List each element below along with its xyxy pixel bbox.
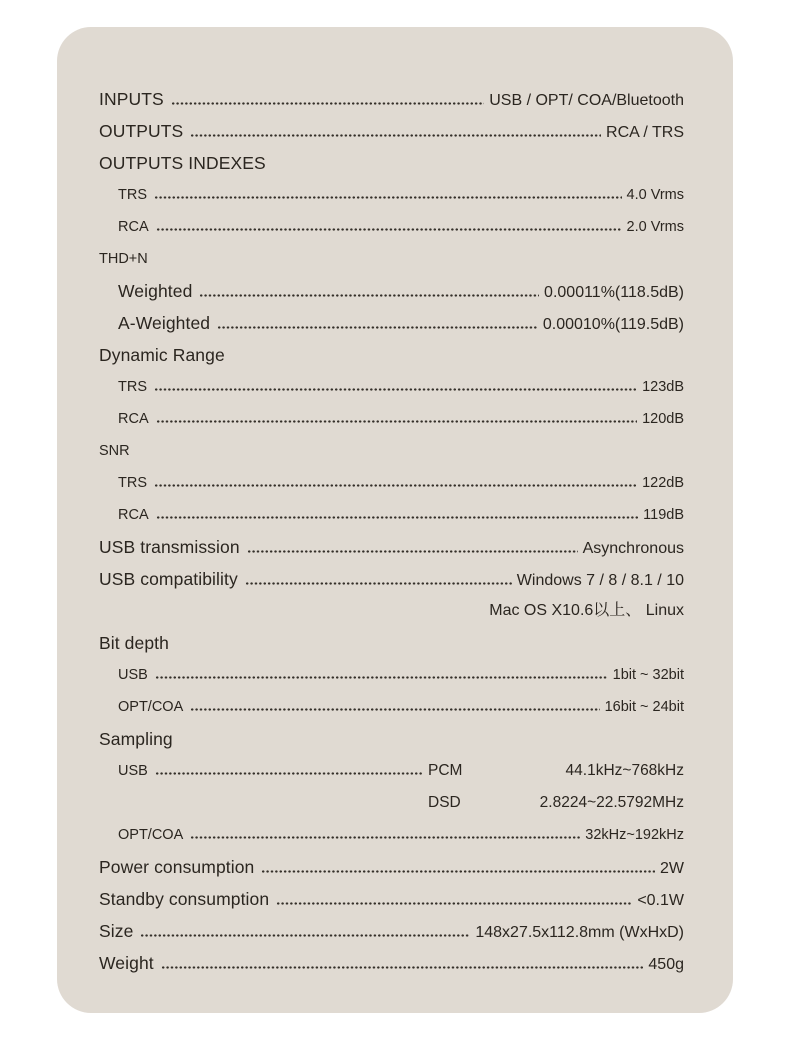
spec-row-rca-dr (99, 403, 684, 435)
spec-label: USB (118, 667, 148, 683)
spec-row-usb-bitdepth (99, 659, 684, 691)
dot-leader (171, 102, 484, 105)
spec-value: 0.00011%(118.5dB) (544, 284, 684, 301)
spec-row-standby-consumption (99, 883, 684, 915)
spec-label: Weight (99, 953, 154, 973)
dot-leader (247, 550, 578, 553)
spec-row-optcoa-bitdepth (99, 691, 684, 723)
spec-row-a-weighted (99, 307, 684, 339)
dot-leader (276, 902, 632, 905)
dot-leader (190, 708, 599, 711)
dot-leader (245, 582, 512, 585)
spec-label: THD+N (99, 251, 148, 267)
spec-value: 122dB (642, 475, 684, 491)
spec-row-thdn-header (99, 243, 684, 275)
spec-label: RCA (118, 507, 149, 523)
spec-row-usb-sampling-dsd (99, 787, 684, 819)
spec-label: RCA (118, 411, 149, 427)
spec-value: Asynchronous (582, 540, 684, 557)
spec-label: TRS (118, 379, 147, 395)
spec-label: OUTPUTS (99, 121, 184, 141)
spec-label: Bit depth (99, 633, 169, 653)
spec-mid-label: PCM (428, 762, 463, 779)
spec-row-usb-sampling-pcm (99, 755, 684, 787)
spec-value: 0.00010%(119.5dB) (542, 316, 684, 333)
spec-row-snr-header (99, 435, 684, 467)
spec-row-optcoa-sampling (99, 819, 684, 851)
spec-value: 119dB (643, 507, 684, 523)
spec-row-usb-compatibility (99, 563, 684, 595)
dot-leader (161, 966, 644, 969)
spec-row-usb-transmission (99, 531, 684, 563)
spec-label: OPT/COA (118, 699, 184, 715)
spec-row-trs-output (99, 179, 684, 211)
spec-label: TRS (118, 187, 147, 203)
dot-leader (154, 484, 637, 487)
spec-label: RCA (118, 219, 149, 235)
spec-label: A-Weighted (118, 313, 211, 333)
dot-leader (199, 294, 539, 297)
dot-leader (156, 228, 622, 231)
dot-leader (156, 516, 639, 519)
spec-row-weighted (99, 275, 684, 307)
spec-row-sampling-header (99, 723, 684, 755)
spec-value: 123dB (642, 379, 684, 395)
spec-row-inputs (99, 83, 684, 115)
dot-leader (140, 934, 470, 937)
spec-label: USB (118, 763, 148, 779)
spec-row-weight (99, 947, 684, 979)
dot-leader (154, 196, 622, 199)
spec-value: 1bit ~ 32bit (612, 667, 684, 683)
spec-label: Weighted (118, 281, 193, 301)
spec-label: USB transmission (99, 537, 240, 557)
dot-leader (154, 388, 637, 391)
spec-value: 2.0 Vrms (626, 219, 684, 235)
spec-row-usb-compatibility-cont (99, 595, 684, 627)
spec-card (57, 27, 733, 1013)
spec-value: 120dB (642, 411, 684, 427)
dot-leader (155, 772, 423, 775)
spec-value: USB / OPT/ COA/Bluetooth (489, 92, 684, 109)
spec-value: RCA / TRS (606, 124, 684, 141)
spec-label: INPUTS (99, 89, 164, 109)
spec-value: 44.1kHz~768kHz (565, 762, 684, 779)
dot-leader (155, 676, 608, 679)
spec-label: TRS (118, 475, 147, 491)
spec-value: 450g (648, 956, 684, 973)
spec-label: OUTPUTS INDEXES (99, 153, 266, 173)
spec-label: Standby consumption (99, 889, 270, 909)
spec-value: 2W (660, 860, 684, 877)
spec-value: Mac OS X10.6以上、 Linux (489, 602, 684, 619)
spec-row-power-consumption (99, 851, 684, 883)
dot-leader (156, 420, 637, 423)
spec-label: SNR (99, 443, 130, 459)
spec-value: 148x27.5x112.8mm (WxHxD) (475, 924, 684, 941)
spec-row-outputs (99, 115, 684, 147)
dot-leader (190, 836, 580, 839)
spec-label: Size (99, 921, 134, 941)
spec-label: OPT/COA (118, 827, 184, 843)
spec-value: <0.1W (637, 892, 684, 909)
spec-label: USB compatibility (99, 569, 238, 589)
spec-row-rca-output (99, 211, 684, 243)
spec-value: 2.8224~22.5792MHz (539, 794, 684, 811)
spec-row-size (99, 915, 684, 947)
dot-leader (217, 326, 538, 329)
spec-row-bit-depth-header (99, 627, 684, 659)
spec-label: Sampling (99, 729, 173, 749)
spec-row-rca-snr (99, 499, 684, 531)
spec-row-trs-dr (99, 371, 684, 403)
spec-value: 16bit ~ 24bit (604, 699, 684, 715)
spec-value: 32kHz~192kHz (585, 827, 684, 843)
spec-row-trs-snr (99, 467, 684, 499)
spec-label: Power consumption (99, 857, 255, 877)
spec-row-dynamic-range-header (99, 339, 684, 371)
dot-leader (261, 870, 655, 873)
spec-value: Windows 7 / 8 / 8.1 / 10 (516, 572, 684, 589)
spec-mid-label: DSD (428, 794, 461, 811)
spec-label: Dynamic Range (99, 345, 225, 365)
dot-leader (190, 134, 601, 137)
spec-value: 4.0 Vrms (626, 187, 684, 203)
spec-row-outputs-indexes (99, 147, 684, 179)
